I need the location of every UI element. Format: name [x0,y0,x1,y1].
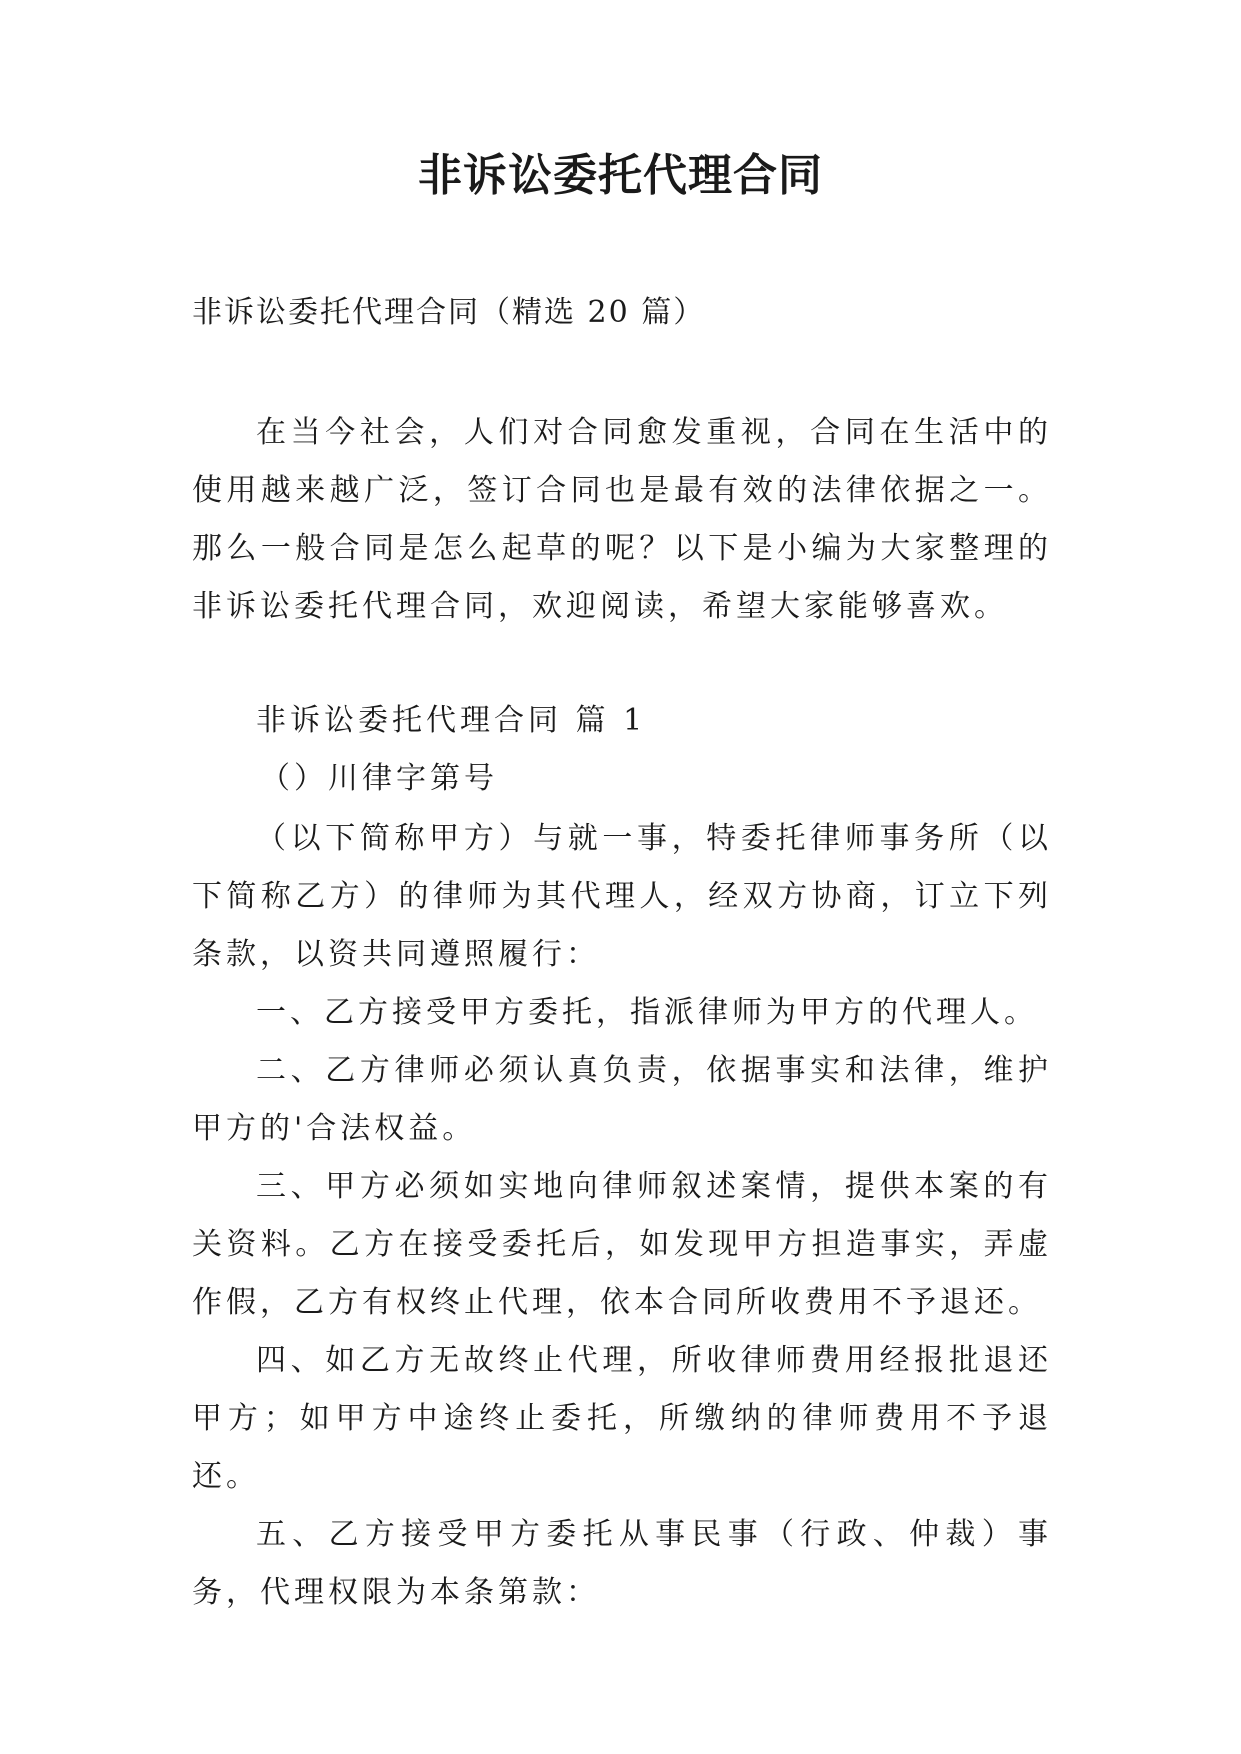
clause-paragraph: 三、甲方必须如实地向律师叙述案情，提供本案的有关资料。乙方在接受委托后，如发现甲方担造事实，弄虚作假，乙方有权终止代理，依本合同所收费用不予退还。 [192,1169,1052,1320]
clause-paragraph: 五、乙方接受甲方委托从事民事（行政、仲裁）事务，代理权限为本条第款： [192,1517,1052,1610]
document-title: 非诉讼委托代理合同 [418,150,823,201]
document-subtitle: 非诉讼委托代理合同（精选 20 篇） [192,295,706,330]
clause-list [192,810,1052,1622]
section-heading: 非诉讼委托代理合同 篇 1 [256,703,647,738]
intro-paragraph: 在当今社会，人们对合同愈发重视，合同在生活中的使用越来越广泛，签订合同也是最有效的法律依据之一。那么一般合同是怎么起草的呢？以下是小编为大家整理的非诉讼委托代理合同，欢迎阅读，希望大家能够喜欢。 [192,415,1052,624]
clause-paragraph: 一、乙方接受甲方委托，指派律师为甲方的代理人。 [256,995,1038,1030]
clause-paragraph: 二、乙方律师必须认真负责，依据事实和法律，维护甲方的'合法权益。 [192,1053,1052,1146]
clause-paragraph: （以下简称甲方）与就一事，特委托律师事务所（以下简称乙方）的律师为其代理人，经双方协商，订立下列条款，以资共同遵照履行： [192,821,1052,972]
case-number: （）川律字第号 [260,761,498,796]
clause-paragraph: 四、如乙方无故终止代理，所收律师费用经报批退还甲方；如甲方中途终止委托，所缴纳的律师费用不予退还。 [192,1343,1052,1494]
